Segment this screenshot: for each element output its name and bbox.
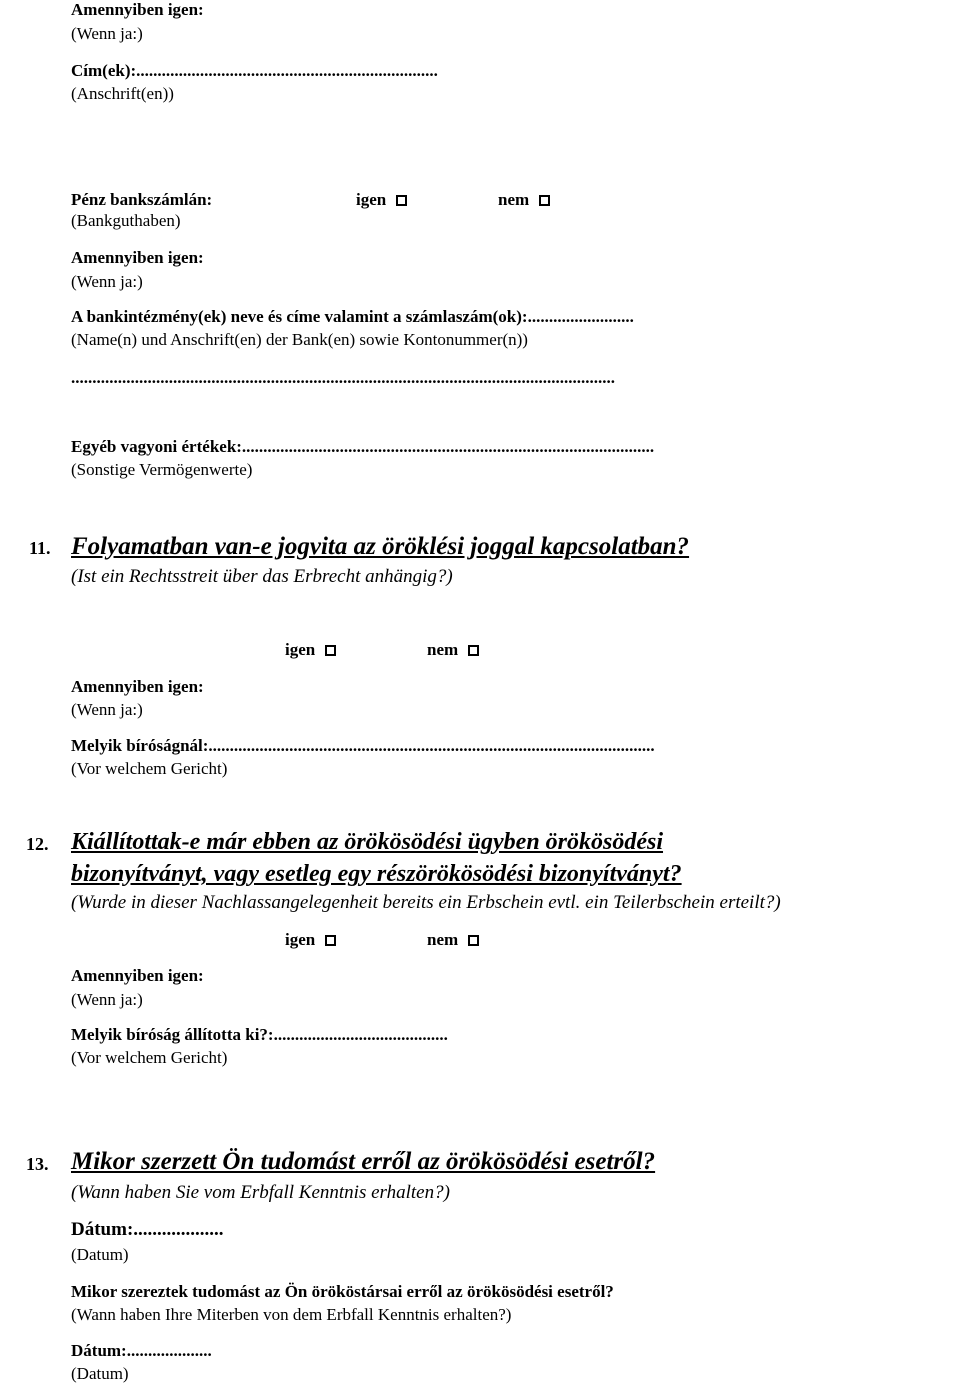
q11-no-label: nem — [427, 640, 459, 659]
q12-if-yes-de: (Wenn ja:) — [71, 990, 143, 1009]
checkbox-icon[interactable] — [325, 935, 336, 946]
question-13-number: 13. — [26, 1154, 49, 1174]
q12-court-field[interactable]: Melyik bíróság állította ki?:......................................... — [71, 1025, 448, 1044]
bank-if-yes-de: (Wenn ja:) — [71, 272, 143, 291]
q11-court-de: (Vor welchem Gericht) — [71, 759, 228, 778]
question-12-title-line2: bizonyítványt, vagy esetleg egy részörökösödési bizonyítványt? — [71, 861, 682, 887]
q11-yes-option[interactable] — [285, 640, 336, 660]
question-11-title: Folyamatban van-e jogvita az öröklési joggal kapcsolatban? — [71, 533, 690, 560]
checkbox-icon[interactable] — [468, 645, 479, 656]
bank-no-option[interactable] — [498, 190, 550, 210]
q13-date-field[interactable]: Dátum:................... — [71, 1219, 224, 1240]
q13-date2-field[interactable]: Dátum:.................... — [71, 1341, 212, 1360]
bank-details-de: (Name(n) und Anschrift(en) der Bank(en) sowie Kontonummer(n)) — [71, 330, 528, 349]
q13-coheirs-de: (Wann haben Ihre Miterben von dem Erbfall Kenntnis erhalten?) — [71, 1305, 512, 1324]
q12-yes-option[interactable] — [285, 930, 336, 950]
bank-yes-option[interactable] — [356, 190, 407, 210]
q11-no-option[interactable] — [427, 640, 479, 660]
checkbox-icon[interactable] — [396, 195, 407, 206]
bank-label: Pénz bankszámlán: — [71, 190, 213, 209]
q11-if-yes-de: (Wenn ja:) — [71, 700, 143, 719]
checkbox-icon[interactable] — [468, 935, 479, 946]
question-13-title-de: (Wann haben Sie vom Erbfall Kenntnis erhalten?) — [71, 1182, 450, 1203]
if-yes-label-de: (Wenn ja:) — [71, 24, 143, 43]
question-12-title-line1: Kiállítottak-e már ebben az örökösödési ügyben örökösödési — [71, 829, 664, 855]
question-13-title: Mikor szerzett Ön tudomást erről az örökösödési esetről? — [71, 1148, 656, 1175]
other-assets-de: (Sonstige Vermögenwerte) — [71, 460, 253, 479]
q12-yes-label: igen — [285, 930, 316, 949]
q12-no-label: nem — [427, 930, 459, 949]
checkbox-icon[interactable] — [325, 645, 336, 656]
question-12-number: 12. — [26, 834, 49, 854]
question-11-number: 11. — [29, 538, 51, 558]
bank-label-de: (Bankguthaben) — [71, 211, 181, 230]
question-11-title-de: (Ist ein Rechtsstreit über das Erbrecht anhängig?) — [71, 566, 453, 587]
q11-yes-label: igen — [285, 640, 316, 659]
question-12-title-de: (Wurde in dieser Nachlassangelegenheit bereits ein Erbschein evtl. ein Teilerbschein erteilt?) — [71, 892, 781, 913]
other-assets-field[interactable]: Egyéb vagyoni értékek:................................................................................................. — [71, 437, 655, 456]
q11-if-yes: Amennyiben igen: — [71, 677, 204, 696]
q13-date2-de: (Datum) — [71, 1364, 129, 1383]
q12-no-option[interactable] — [427, 930, 479, 950]
bank-details-field[interactable]: A bankintézmény(ek) neve és címe valamint a számlaszám(ok):......................... — [71, 307, 634, 326]
q13-coheirs-label: Mikor szereztek tudomást az Ön örököstársai erről az örökösödési esetről? — [71, 1282, 614, 1301]
q12-court-de: (Vor welchem Gericht) — [71, 1048, 228, 1067]
if-yes-label: Amennyiben igen: — [71, 0, 204, 19]
bank-details-continuation[interactable]: ................................................................................................................................ — [71, 368, 615, 387]
address-field[interactable]: Cím(ek):....................................................................... — [71, 61, 438, 80]
q12-if-yes: Amennyiben igen: — [71, 966, 204, 985]
bank-yes-label: igen — [356, 190, 387, 209]
bank-no-label: nem — [498, 190, 530, 209]
q11-court-field[interactable]: Melyik bíróságnál:......................................................................................................... — [71, 736, 655, 755]
address-label-de: (Anschrift(en)) — [71, 84, 174, 103]
q13-date-de: (Datum) — [71, 1245, 129, 1264]
checkbox-icon[interactable] — [539, 195, 550, 206]
bank-if-yes: Amennyiben igen: — [71, 248, 204, 267]
